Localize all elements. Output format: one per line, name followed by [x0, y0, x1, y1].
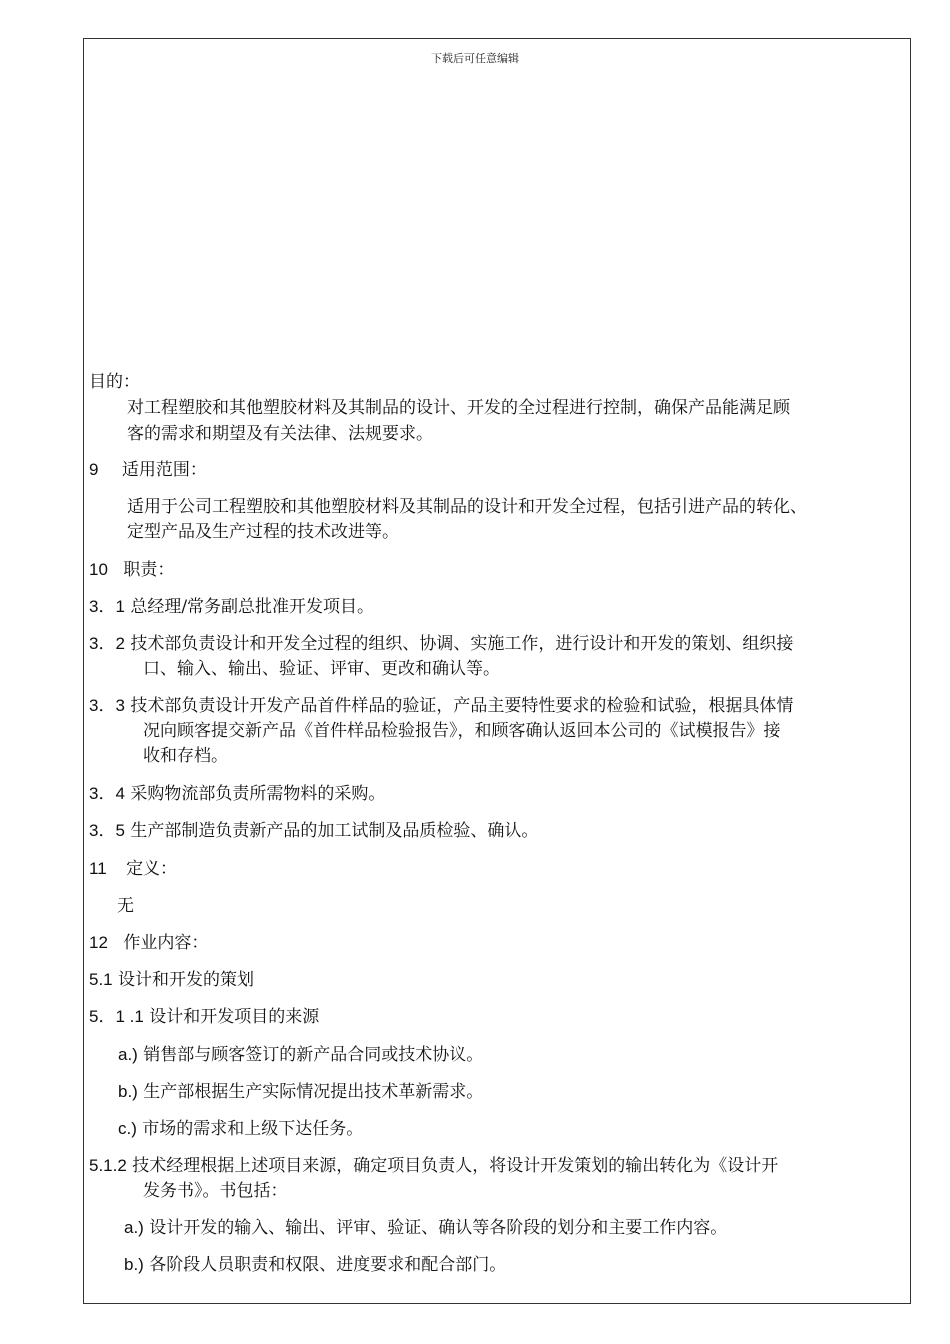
duty-3-3-text-2: 况向顾客提交新产品《首件样品检验报告》，和顾客确认返回本公司的《试模报告》接	[143, 721, 781, 741]
header-note: 下载后可任意编辑	[431, 52, 519, 65]
item-c-marker: c.)	[118, 1119, 137, 1138]
item-a-source	[118, 1042, 483, 1068]
section-5-1-2	[89, 1153, 778, 1179]
section-5-1-2-text-2: 发务书》。书包括：	[143, 1181, 288, 1201]
duty-3-2	[89, 631, 793, 657]
item-b-marker: b.)	[118, 1082, 138, 1101]
item-b-plan	[124, 1252, 506, 1278]
duty-3-3-text-1: 技术部负责设计开发产品首件样品的验证，产品主要特性要求的检验和试验，根据具体情	[130, 696, 794, 716]
duty-3-3	[89, 693, 793, 719]
scope-heading-row	[89, 457, 207, 483]
item-a-plan-text: 设计开发的输入、输出、评审、验证、确认等各阶段的划分和主要工作内容。	[149, 1218, 728, 1238]
work-heading-row	[89, 930, 208, 956]
scope-number: 9	[89, 460, 99, 479]
duty-3-2-number: 3．2	[89, 634, 125, 653]
section-5-1-1-number: 5．1 .1	[89, 1007, 144, 1026]
definition-heading: 定义：	[126, 859, 178, 879]
purpose-text-2: 客的需求和期望及有关法律、法规要求。	[127, 424, 433, 444]
definition-text: 无	[117, 896, 134, 916]
scope-text-2: 定型产品及生产过程的技术改进等。	[127, 522, 399, 542]
item-c-text: 市场的需求和上级下达任务。	[142, 1119, 364, 1139]
definition-heading-row	[89, 856, 177, 882]
section-5-1-number: 5.1	[89, 970, 113, 989]
duty-3-4-text: 采购物流部负责所需物料的采购。	[130, 784, 386, 804]
section-5-1	[89, 967, 254, 993]
section-5-1-2-number: 5.1.2	[89, 1156, 127, 1175]
duty-3-3-number: 3．3	[89, 696, 125, 715]
duty-3-2-text-1: 技术部负责设计和开发全过程的组织、协调、实施工作，进行设计和开发的策划、组织接	[130, 634, 794, 654]
definition-number: 11	[89, 859, 107, 878]
duty-heading-row	[89, 557, 174, 583]
work-number: 12	[89, 933, 108, 952]
item-a-text: 销售部与顾客签订的新产品合同或技术协议。	[143, 1045, 484, 1065]
duty-3-1-text: 总经理/常务副总批准开发项目。	[130, 597, 375, 617]
duty-3-3-text-3: 收和存档。	[143, 746, 228, 766]
duty-3-1-number: 3．1	[89, 597, 125, 616]
duty-3-1	[89, 594, 374, 620]
purpose-heading: 目的：	[89, 372, 140, 392]
item-a-marker: a.)	[118, 1045, 138, 1064]
section-5-1-text: 设计和开发的策划	[118, 970, 255, 990]
work-heading: 作业内容：	[123, 933, 209, 953]
item-c-source	[118, 1116, 363, 1142]
item-b-source	[118, 1079, 483, 1105]
duty-3-4	[89, 781, 385, 807]
duty-number: 10	[89, 560, 108, 579]
item-b-plan-text: 各阶段人员职责和权限、进度要求和配合部门。	[149, 1255, 507, 1275]
scope-heading: 适用范围：	[121, 460, 207, 480]
duty-3-5-text: 生产部制造负责新产品的加工试制及品质检验、确认。	[130, 821, 539, 841]
item-a-plan-marker: a.)	[124, 1218, 144, 1237]
item-a-plan	[124, 1215, 727, 1241]
duty-3-5-number: 3．5	[89, 821, 125, 840]
duty-3-4-number: 3．4	[89, 784, 125, 803]
scope-text-1: 适用于公司工程塑胶和其他塑胶材料及其制品的设计和开发全过程，包括引进产品的转化、	[127, 497, 807, 517]
section-5-1-1-text: 设计和开发项目的来源	[149, 1007, 320, 1027]
duty-3-2-text-2: 口、输入、输出、验证、评审、更改和确认等。	[143, 659, 500, 679]
item-b-plan-marker: b.)	[124, 1255, 144, 1274]
item-b-text: 生产部根据生产实际情况提出技术革新需求。	[143, 1082, 484, 1102]
section-5-1-1	[89, 1004, 319, 1030]
duty-3-5	[89, 818, 538, 844]
purpose-text-1: 对工程塑胶和其他塑胶材料及其制品的设计、开发的全过程进行控制，确保产品能满足顾	[127, 398, 790, 418]
duty-heading: 职责：	[123, 560, 175, 580]
section-5-1-2-text-1: 技术经理根据上述项目来源，确定项目负责人，将设计开发策划的输出转化为《设计开	[132, 1156, 779, 1176]
